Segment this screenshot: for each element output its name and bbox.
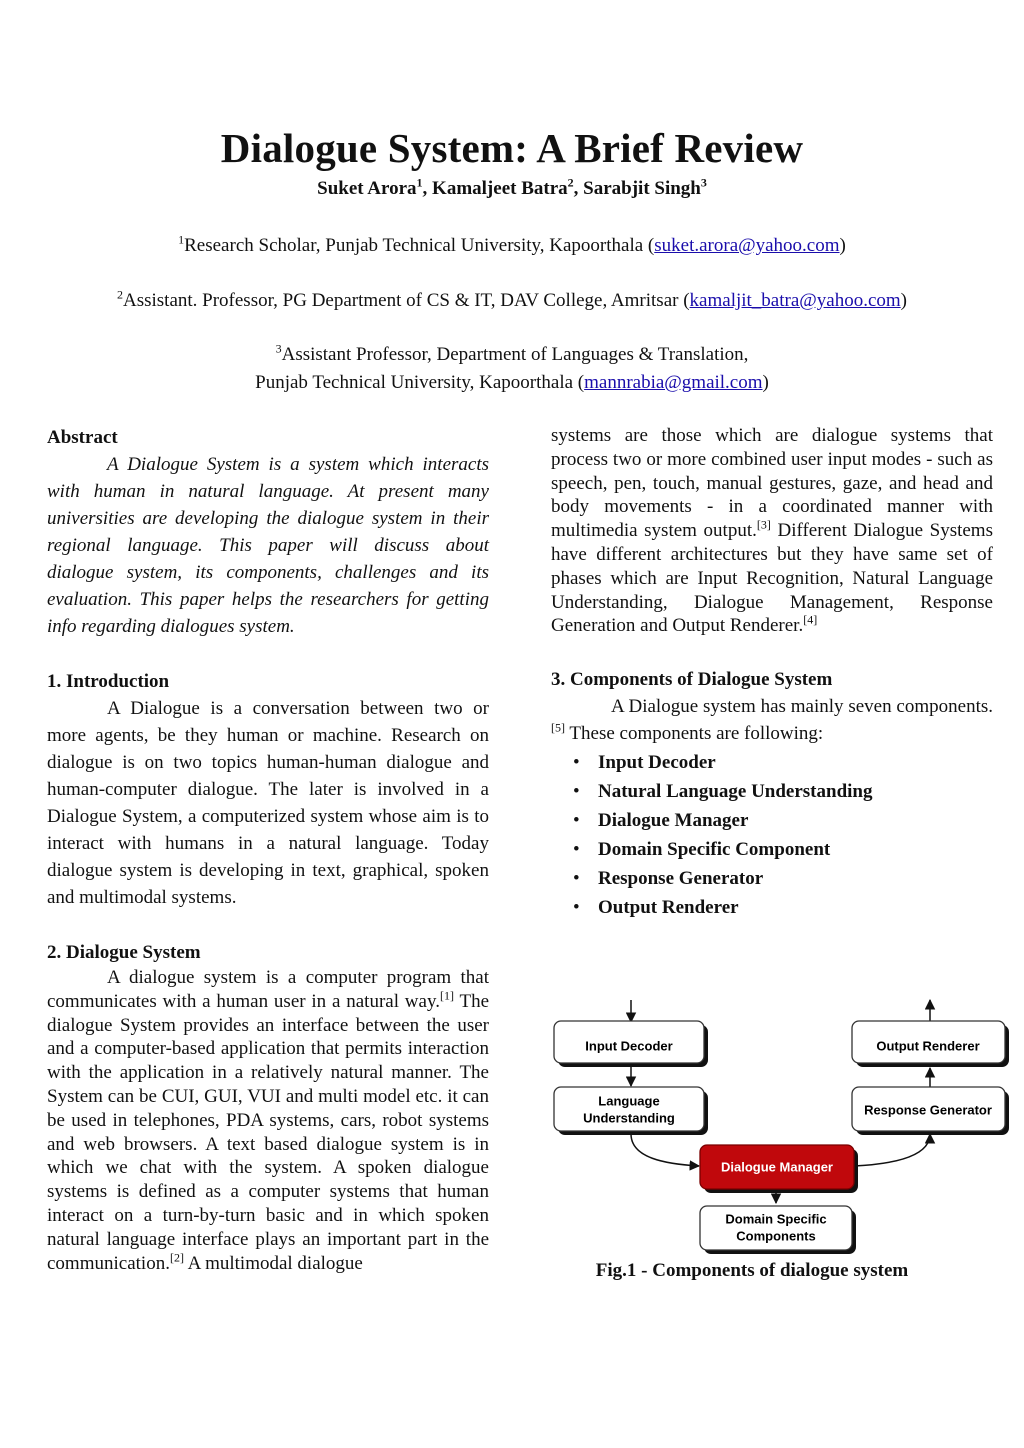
affiliation-3-num: 3 [275, 341, 282, 356]
author-2-sup: 2 [567, 175, 574, 190]
rc-text-2: Different Dialogue Systems have different architectures but they have same set of phases which are Input Recognition, Natural Language Understanding, Dialogue Management, Response Generation and Output Renderer. [551, 520, 993, 637]
rc-text-1: systems are those which are dialogue systems that process two or more combined user input modes - such as speech, pen, touch, manual gestures, gaze, and head and body movements - in a coordinated manner with multimedia system output. [551, 425, 993, 542]
components-heading: 3. Components of Dialogue System [551, 669, 833, 691]
bullet-icon: • [573, 810, 580, 832]
dialogue-manager-box [700, 1145, 858, 1193]
bullet-icon: • [573, 868, 580, 890]
affiliation-2 [0, 287, 1024, 315]
affiliation-3-close: ) [762, 372, 769, 393]
abstract-heading: Abstract [47, 427, 118, 448]
domain-specific-box [700, 1206, 856, 1254]
dialogue-system-heading: 2. Dialogue System [47, 942, 201, 963]
arrow-manager-to-response [854, 1134, 930, 1166]
bullet-icon: • [573, 781, 580, 803]
affiliation-1-close: ) [839, 235, 846, 256]
affiliation-1 [0, 232, 1024, 260]
language-understanding-box [554, 1087, 708, 1135]
intro-heading: 1. Introduction [47, 671, 170, 692]
list-item: • Natural Language Understanding [551, 777, 993, 806]
bullet-icon: • [573, 839, 580, 861]
affiliation-3-line1: Assistant Professor, Department of Languages & Translation, [281, 344, 749, 365]
bullet-icon: • [573, 752, 580, 774]
ds-text-3: A multimodal dialogue [183, 1252, 363, 1274]
abstract-text: A Dialogue System is a system which interacts with human in natural language. At present many universities are developing the dialogue system in their regional language. This paper will discuss about dialogue system, its components, challenges and its evaluation. This paper helps the researchers for getting info regarding dialogues system. [47, 454, 489, 637]
author-1-sup: 1 [416, 175, 423, 190]
dialogue-manager-label: Dialogue Manager [721, 1159, 833, 1175]
affiliation-1-num: 1 [178, 232, 185, 247]
author-list: Suket Arora$^1$, Kamaljeet Batra$^2$, Sarabjit Singh$^3$ [317, 175, 707, 199]
list-item: • Input Decoder [551, 748, 993, 777]
components-intro [551, 693, 993, 747]
bullet-icon: • [573, 897, 580, 919]
affiliation-3-line2: Punjab Technical University, Kapoorthala ( [255, 372, 585, 393]
affiliation-3 [0, 341, 1024, 397]
figure-caption: Fig.1 - Components of dialogue system [595, 1260, 909, 1281]
affiliation-2-text: Assistant. Professor, PG Department of CS & IT, DAV College, Amritsar ( [122, 290, 690, 311]
arrow-language-to-manager [631, 1134, 699, 1166]
intro-text: A Dialogue is a conversation between two or more agents, be they human or machine. Research on dialogue is on two topics human-human dialogue and human-computer dialogue. The later is involved in a Dialogue System, a computerized system whose aim is to interact with humans in a natural language. Today dialogue system is developing in text, graphical, spoken and multimodal systems. [47, 698, 489, 908]
comp-text-2: These components are following: [565, 723, 824, 745]
output-renderer-label: Output Renderer [876, 1038, 980, 1054]
multimodal-text [551, 424, 993, 638]
ds-ref-1: [1] [439, 988, 454, 1003]
affiliation-2-email-link[interactable]: kamaljit_batra@yahoo.com [689, 290, 901, 311]
list-item: • Response Generator [551, 864, 993, 893]
comp-text-1: A Dialogue system has mainly seven components. [611, 696, 993, 718]
components-list [551, 748, 993, 922]
affiliation-3-email-link[interactable]: mannrabia@gmail.com [584, 372, 763, 393]
author-3: Sarabjit Singh [583, 178, 701, 199]
domain-specific-label-2: Components [736, 1228, 816, 1244]
input-decoder-box [554, 1021, 708, 1067]
left-column [47, 424, 489, 1275]
affiliation-2-close: ) [900, 290, 907, 311]
author-3-sup: 3 [700, 175, 707, 190]
author-1: Suket Arora [317, 178, 417, 199]
paper-title: Dialogue System: A Brief Review [220, 125, 804, 171]
ds-ref-2: [2] [169, 1250, 184, 1265]
response-generator-box [852, 1087, 1009, 1135]
affiliation-1-text: Research Scholar, Punjab Technical University, Kapoorthala ( [184, 235, 655, 256]
comp-ref-5: [5] [551, 720, 565, 735]
ds-text-1: A dialogue system is a computer program that communicates with a human user in a natural way. [47, 967, 489, 1012]
author-2: Kamaljeet Batra [432, 178, 568, 199]
list-item: • Dialogue Manager [551, 806, 993, 835]
domain-specific-label-1: Domain Specific [725, 1211, 827, 1227]
ds-text-2: The dialogue System provides an interface between the user and a computer-based application that permits interaction with the application in a relatively natural manner. The System can be CUI, GUI, VUI and multi model etc. it can be used in telephones, PDA systems, cars, robot systems and web browsers. A text based dialogue system is in which we chat with the system. A spoken dialogue systems is defined as a computer systems that human interact on a turn-by-turn basic and in which spoken natural language interface plays an important part in the communication. [47, 990, 489, 1274]
rc-ref-3: [3] [756, 517, 771, 532]
right-column [551, 424, 993, 922]
language-understanding-label-1: Language [598, 1093, 660, 1109]
input-decoder-label: Input Decoder [585, 1038, 673, 1054]
output-renderer-box [852, 1021, 1009, 1067]
components-diagram [545, 996, 1015, 1258]
list-item: • Domain Specific Component [551, 835, 993, 864]
affiliation-1-email-link[interactable]: suket.arora@yahoo.com [654, 235, 840, 256]
language-understanding-label-2: Understanding [583, 1110, 675, 1126]
list-item: • Output Renderer [551, 893, 993, 922]
dialogue-system-text [47, 966, 489, 1275]
response-generator-label: Response Generator [864, 1102, 992, 1118]
rc-ref-4: [4] [803, 613, 818, 628]
affiliation-2-num: 2 [116, 287, 123, 302]
